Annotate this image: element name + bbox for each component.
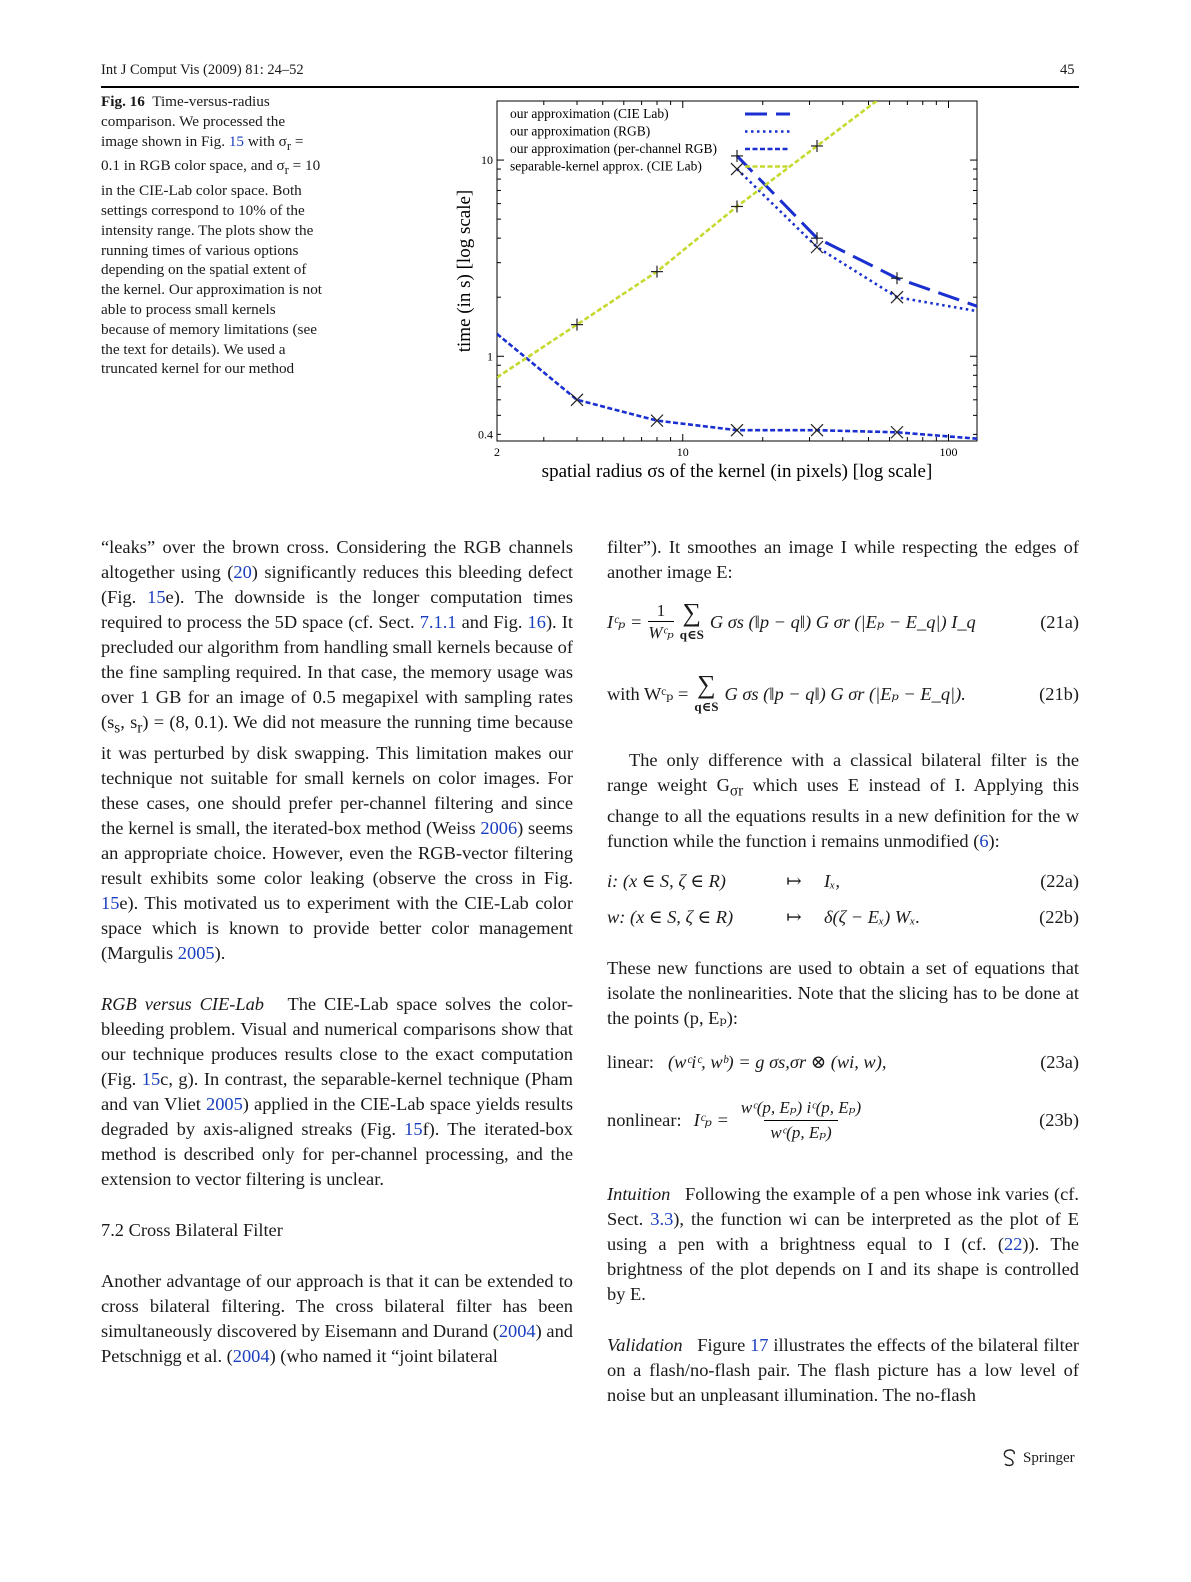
fig-15-link[interactable]: 15 xyxy=(101,892,120,913)
right-column-p3 xyxy=(607,956,1079,1031)
eq-lhs: w: (x ∈ S, ζ ∈ R) xyxy=(607,907,734,927)
journal-header: Int J Comput Vis (2009) 81: 24–52 xyxy=(101,62,304,78)
text: c, g). In contrast, the separable-kernel technique (Pham and van Vliet xyxy=(101,1068,573,1114)
eq-20-link[interactable]: 20 xyxy=(233,562,252,582)
right-column-p4 xyxy=(607,1182,1084,1408)
frac-den: wᶜ(p, Eₚ) xyxy=(764,1120,837,1145)
caption-text: = 0.1 in RGB color space, and σ xyxy=(101,132,304,175)
eq-body: (wᶜiᶜ, wᵇ) = g σs,σr ⊗ (wi, w), xyxy=(667,1052,887,1072)
eq-lhs: i: (x ∈ S, ζ ∈ R) xyxy=(607,871,726,891)
text: ) = (8, 0.1). We did not measure the running time because it was perturbed by disk swapping. This limitation makes our technique not suitable for small kernels on color images. For these cases, one should prefer per-channel filtering and since the kernel is small, the iterated-box method (Weiss xyxy=(101,712,573,838)
text: The only difference with a classical bilateral filter is the range weight G xyxy=(607,750,1079,795)
data-point xyxy=(731,163,743,175)
mapsto-symbol: ↦ xyxy=(786,871,802,891)
left-column xyxy=(101,535,578,1369)
text: ) (who named it “joint bilateral xyxy=(269,1345,498,1366)
eq-6-link[interactable]: 6 xyxy=(979,830,989,851)
runin-heading: Validation xyxy=(607,1335,683,1355)
eq-label: (21a) xyxy=(1040,611,1079,632)
frac-num: 1 xyxy=(656,601,666,620)
paragraph: These new functions are used to obtain a set of equations that isolate the nonlinearities. Note that the slicing has to be done at the points (p, Eₚ): xyxy=(607,958,1079,1028)
text: The CIE-Lab space solves the color-bleeding problem. Visual and numerical comparisons show that our technique produces results close to the exact computation (Fig. xyxy=(101,993,578,1089)
fig-15-link[interactable]: 15 xyxy=(141,1068,161,1089)
text: e). This motivated us to experiment with the CIE-Lab color space which is known to provide better color management (Margulis xyxy=(101,892,573,963)
y-tick-label: 10 xyxy=(481,153,493,168)
equation-22b xyxy=(607,907,1079,928)
paragraph xyxy=(101,992,578,1192)
eq-body: G σs (‖p − q‖) G σr (|Eₚ − E_q|) I_q xyxy=(709,611,976,632)
fig-15-link[interactable]: 15 xyxy=(404,1118,423,1139)
sum-symbol: ∑ xyxy=(682,598,702,627)
text: ) and Petschnigg et al. ( xyxy=(101,1320,573,1366)
equation-21a xyxy=(607,600,1079,644)
text: ) significantly reduces this bleeding defect (Fig. xyxy=(101,562,573,607)
text: Figure xyxy=(682,1335,751,1355)
fig-15-link[interactable]: 15 xyxy=(228,132,245,150)
text: ). xyxy=(214,942,226,963)
y-tick-label: 0.4 xyxy=(478,427,493,442)
equation-22a xyxy=(607,871,1079,892)
series-line-2 xyxy=(497,334,977,439)
text: e). The downside is the longer computation times required to process the 5D space (cf. Sect. xyxy=(101,587,573,632)
data-point xyxy=(811,424,823,436)
text: Another advantage of our approach is that it can be extended to cross bilateral filtering. The cross bilateral filter has been simultaneously discovered by Eisemann and Durand ( xyxy=(101,1270,573,1341)
sub: r xyxy=(137,719,143,737)
caption-sub: r xyxy=(284,163,289,178)
eq-rhs: Iₓ, xyxy=(824,871,840,891)
legend-label: our approximation (RGB) xyxy=(510,123,651,139)
petschnigg-2004-link[interactable]: 2004 xyxy=(232,1345,270,1366)
eisemann-2004-link[interactable]: 2004 xyxy=(498,1320,536,1341)
paragraph xyxy=(101,535,573,966)
eq-label: (23a) xyxy=(1040,1052,1079,1072)
text: ): xyxy=(988,830,1000,851)
text: and Fig. xyxy=(456,612,528,632)
text: ) applied in the CIE-Lab space yields results degraded by axis-aligned streaks (Fig. xyxy=(101,1093,573,1139)
page-number: 45 xyxy=(1060,62,1075,78)
sum-sub: q∈S xyxy=(679,627,704,642)
series-line-1 xyxy=(737,169,977,311)
eq-22-link[interactable]: 22 xyxy=(1004,1234,1023,1254)
equation-21b xyxy=(607,672,1079,716)
x-tick-label: 2 xyxy=(494,445,500,459)
right-column-p2 xyxy=(607,748,1079,854)
figure-caption xyxy=(101,92,323,379)
margulis-2005-link[interactable]: 2005 xyxy=(177,942,215,963)
time-vs-radius-chart xyxy=(440,90,1000,490)
fig-16-link[interactable]: 16 xyxy=(527,612,546,632)
eq-lhs: Iᶜₚ = xyxy=(607,611,643,632)
right-column xyxy=(607,535,1079,585)
fig-15-link[interactable]: 15 xyxy=(147,587,166,607)
y-tick-label: 1 xyxy=(487,349,493,364)
legend-label: our approximation (per-channel RGB) xyxy=(510,141,718,156)
paragraph xyxy=(607,1182,1084,1307)
text: ) seems an appropriate choice. However, even the RGB-vector filtering result exhibits some color leaking (observe the cross in Fig. xyxy=(101,817,573,888)
x-tick-label: 10 xyxy=(676,445,689,459)
caption-text: = 10 in the CIE-Lab color space. Both settings correspond to 10% of the intensity range. The plots show the running times of various options depending on the spatial extent of the kernel. Our approximation is not able to process small kernels because of memory limitations (see the text for details). We used a truncated kernel for our method xyxy=(101,157,323,378)
runin-heading: Intuition xyxy=(607,1184,671,1204)
text: Following the example of a pen whose ink varies (cf. Sect. xyxy=(607,1184,1084,1229)
frac-num: wᶜ(p, Eₚ) iᶜ(p, Eₚ) xyxy=(740,1098,862,1117)
eq-prefix: linear: xyxy=(607,1052,654,1072)
data-point xyxy=(891,272,903,284)
equation-23a xyxy=(607,1052,1079,1073)
mapsto-symbol: ↦ xyxy=(786,907,802,927)
text: f). The iterated-box method is described only for per-channel processing, and the extension to vector filtering is unclear. xyxy=(101,1118,573,1189)
sub: σr xyxy=(729,782,744,800)
eq-prefix: nonlinear: xyxy=(607,1110,682,1130)
eq-label: (21b) xyxy=(1039,683,1079,704)
caption-sub: r xyxy=(286,138,292,153)
eq-label: (23b) xyxy=(1039,1110,1079,1130)
caption-text: Time-versus-radius comparison. We processed the image shown in Fig. xyxy=(101,93,286,150)
paragraph xyxy=(607,1333,1079,1408)
eq-label: (22b) xyxy=(1039,907,1079,927)
springer-footer xyxy=(1001,1448,1075,1468)
text: which uses E instead of I. Applying this change to all the equations results in a new definition for the w function while the function i remains unmodified ( xyxy=(607,775,1080,851)
springer-logo-icon xyxy=(1001,1448,1019,1468)
y-axis-label: time (in s) [log scale] xyxy=(454,189,475,353)
equation-23b xyxy=(607,1096,1079,1145)
eq-label: (22a) xyxy=(1040,871,1079,891)
text: ). It precluded our algorithm from handling small kernels because of the fine sampling required. In that case, the memory usage was over 1 GB for an image of 0.5 megapixel with sampling rates (s xyxy=(101,612,574,732)
x-tick-label: 100 xyxy=(939,445,958,459)
text: , s xyxy=(120,712,138,732)
eq-rhs: δ(ζ − Eₓ) Wₓ. xyxy=(824,907,921,927)
text: ), the function wi can be interpreted as the plot of E using a pen with a brightness equal to I (cf. ( xyxy=(607,1209,1080,1254)
weiss-2006-link[interactable]: 2006 xyxy=(480,817,518,838)
series-markers xyxy=(571,140,903,438)
section-heading: 7.2 Cross Bilateral Filter xyxy=(101,1219,283,1240)
sum-sub: q∈S xyxy=(694,699,719,714)
x-axis-label: spatial radius σs of the kernel (in pixels) [log scale] xyxy=(541,461,933,482)
legend xyxy=(510,106,790,174)
paragraph xyxy=(607,748,1079,854)
publisher-name: Springer xyxy=(1023,1449,1075,1466)
eq-prefix: with Wᶜₚ = xyxy=(607,683,689,704)
legend-label: our approximation (CIE Lab) xyxy=(510,106,669,121)
fig-17-link[interactable]: 17 xyxy=(750,1335,769,1355)
runin-heading: RGB versus CIE-Lab xyxy=(101,993,264,1014)
frac-den: Wᶜₚ xyxy=(648,623,674,642)
text: illustrates the effects of the bilateral filter on a flash/no-flash pair. The flash picture has a low level of noise but an unpleasant illumination. The no-flash xyxy=(607,1335,1079,1405)
eq-lhs: Iᶜₚ = xyxy=(693,1110,729,1130)
sect-3-3-link[interactable]: 3.3 xyxy=(650,1209,674,1229)
header-rule xyxy=(101,86,1079,88)
paragraph xyxy=(101,1269,573,1369)
text: “leaks” over the brown cross. Considering the RGB channels altogether using ( xyxy=(101,537,573,582)
pham-2005-link[interactable]: 2005 xyxy=(206,1093,243,1114)
sum-symbol: ∑ xyxy=(697,670,716,699)
sub: s xyxy=(114,719,121,737)
sect-7-1-1-link[interactable]: 7.1.1 xyxy=(419,612,457,632)
figure-label: Fig. 16 xyxy=(101,93,145,110)
caption-text: with σ xyxy=(244,132,287,150)
eq-body: G σs (‖p − q‖) G σr (|Eₚ − E_q|). xyxy=(724,683,966,704)
paragraph: filter”). It smoothes an image I while respecting the edges of another image E: xyxy=(607,537,1079,582)
legend-label: separable-kernel approx. (CIE Lab) xyxy=(510,158,702,174)
text: )). The brightness of the plot depends on I and its shape is controlled by E. xyxy=(607,1234,1079,1304)
